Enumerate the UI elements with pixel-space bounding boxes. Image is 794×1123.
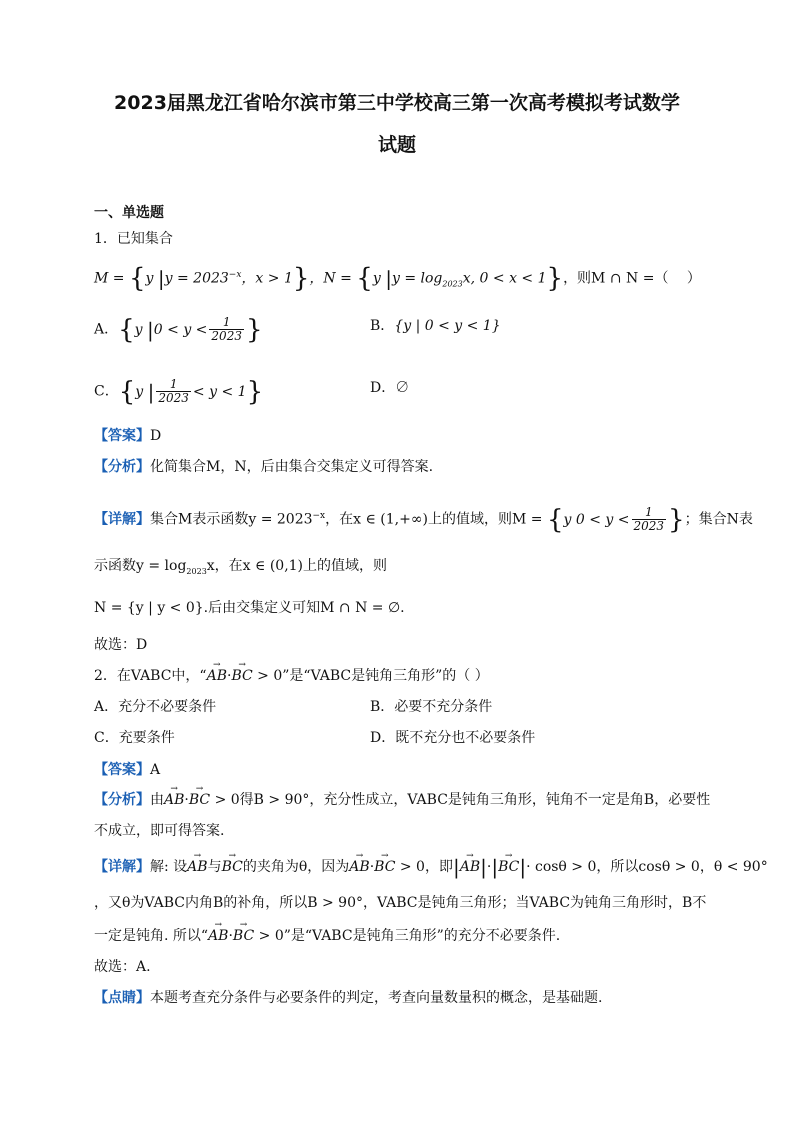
q2-stem: 2．在VABC中，“→ AB·→ BC > 0”是“VABC是钝角三角形”的（ ）: [94, 666, 489, 686]
q1-option-a: A．{y |0 < y < $\frac{1}{2023}$ }: [94, 314, 263, 345]
q2-option-b: B．必要不充分条件: [370, 699, 493, 715]
q1-option-c: C．{y | $\frac{1}{2023}$ < y < 1}: [94, 376, 264, 407]
q1-choose: 故选：D: [94, 637, 148, 653]
q2-option-c: C．充要条件: [94, 730, 175, 746]
q1-detail-2: 示函数$y = \log_{2023}x$，在x ∈ (0,1)上的值域，则: [94, 558, 388, 576]
section-heading: 一、单选题: [94, 205, 164, 221]
document-title: 2023届黑龙江省哈尔滨市第三中学校高三第一次高考模拟考试数学: [114, 92, 680, 114]
q2-answer: 【答案】A: [94, 762, 161, 778]
q2-analysis-1: 【分析】由→ AB·→ BC > 0得B > 90°，充分性成立，VABC是钝角三角形，钝角不一定是角B，必要性: [94, 790, 710, 810]
document-title-line2: 试题: [377, 134, 416, 156]
q1-answer: 【答案】D: [94, 428, 162, 444]
q1-option-b: B．{y | 0 < y < 1}: [370, 318, 501, 334]
q2-comment: 【点睛】本题考查充分条件与必要条件的判定，考查向量数量积的概念，是基础题.: [94, 990, 603, 1006]
q2-detail-3: 一定是钝角. 所以“→ AB·→ BC > 0”是“VABC是钝角三角形”的充分不必要条件.: [94, 926, 560, 946]
q2-option-a: A．充分不必要条件: [94, 699, 217, 715]
q2-analysis-2: 不成立，即可得答案.: [94, 823, 225, 839]
q2-option-d: D．既不充分也不必要条件: [370, 730, 536, 746]
q1-option-d: D．∅: [370, 380, 410, 396]
q2-detail-2: ，又θ为VABC内角B的补角，所以B > 90°，VABC是钝角三角形；当VABC为钝角三角形时，B不: [94, 895, 707, 911]
q1-analysis: 【分析】化简集合M，N，后由集合交集定义可得答案.: [94, 459, 434, 475]
q1-detail-1: 【详解】集合M表示函数$y = 2023^{-x}$，在x ∈ (1,+∞)上的值域，则M = {y 0 < y < $\frac{1}{2023}$ }；集合N表: [94, 504, 753, 535]
q1-stem: 1．已知集合: [94, 231, 173, 247]
q2-detail-1: 【详解】解: 设→ AB与→ BC的夹角为θ，因为→ AB·→ BC > 0，即|→ AB|·|→ BC|· cosθ > 0，所以cosθ > 0，θ < 90°: [94, 857, 768, 877]
q2-choose: 故选：A.: [94, 959, 151, 975]
q1-detail-3: N = {y | y < 0}.后由交集定义可知M ∩ N = ∅.: [94, 600, 405, 616]
q1-sets: M = {y $|y = 2023^{-x}$，x > 1}，N = {y $|y = \log_{2023}x$, 0 < x < 1}，则M ∩ N =（ ）: [94, 263, 701, 294]
